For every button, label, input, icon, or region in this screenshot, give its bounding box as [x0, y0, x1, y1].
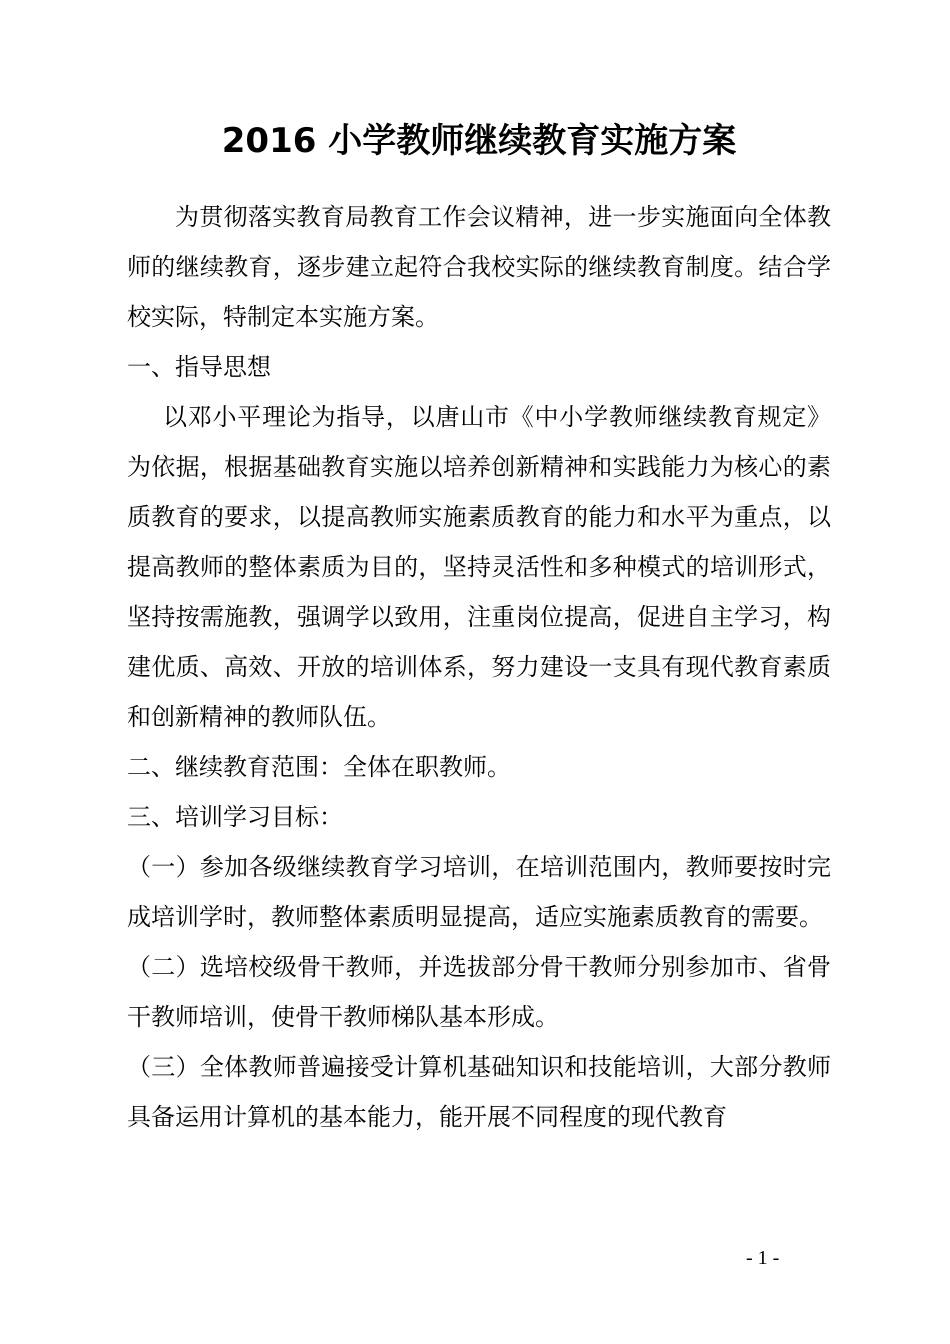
section-heading-scope: 二、继续教育范围：全体在职教师。 [127, 753, 511, 781]
training-goal-item-3: （三）全体教师普遍接受计算机基础知识和技能培训，大部分教师具备运用计算机的基本能力，能开展不同程度的现代教育 [127, 1053, 831, 1131]
training-goal-item-2: （二）选培校级骨干教师，并选拔部分骨干教师分别参加市、省骨干教师培训，使骨干教师梯队基本形成。 [127, 953, 831, 1031]
section-heading-guiding-ideology: 一、指导思想 [127, 353, 271, 381]
training-goal-item-1: （一）参加各级继续教育学习培训，在培训范围内，教师要按时完成培训学时，教师整体素质明显提高，适应实施素质教育的需要。 [127, 853, 831, 931]
document-body [127, 112, 831, 1142]
section-heading-training-goals: 三、培训学习目标： [127, 803, 343, 831]
document-title: 2016 小学教师继续教育实施方案 [221, 121, 737, 161]
page-number: - 1 - [746, 1247, 780, 1269]
guiding-ideology-paragraph: 以邓小平理论为指导，以唐山市《中小学教师继续教育规定》为依据，根据基础教育实施以培养创新精神和实践能力为核心的素质教育的要求，以提高教师实施素质教育的能力和水平为重点，以提高教师的整体素质为目的，坚持灵活性和多种模式的培训形式，坚持按需施教，强调学以致用，注重岗位提高，促进自主学习，构建优质、高效、开放的培训体系，努力建设一支具有现代教育素质和创新精神的教师队伍。 [127, 403, 831, 731]
intro-paragraph: 为贯彻落实教育局教育工作会议精神，进一步实施面向全体教师的继续教育，逐步建立起符合我校实际的继续教育制度。结合学校实际，特制定本实施方案。 [127, 203, 831, 331]
